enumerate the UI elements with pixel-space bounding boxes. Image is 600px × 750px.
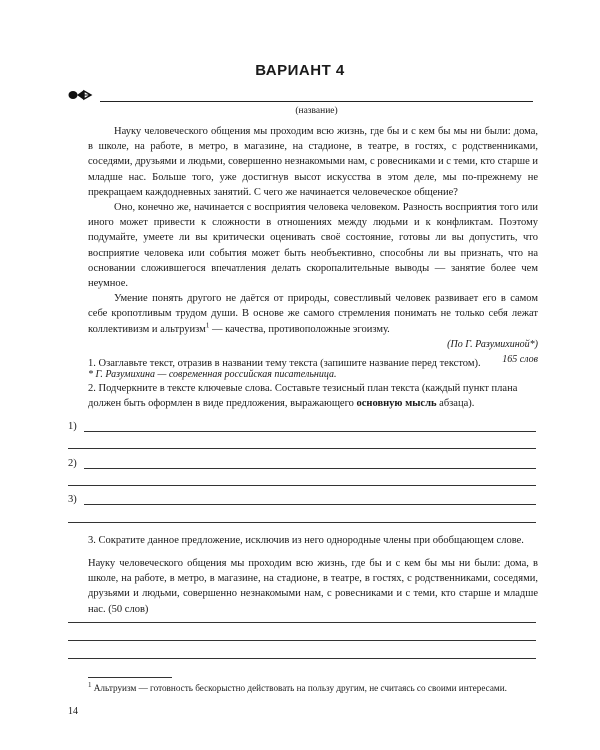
main-text (88, 124, 538, 382)
task-2-end: абзаца). (436, 398, 475, 410)
title-answer-line[interactable] (100, 101, 533, 102)
task-2 (88, 381, 538, 411)
variant-title: ВАРИАНТ 4 (255, 62, 345, 79)
plan-line-1b[interactable] (68, 448, 536, 449)
paragraph-3 (88, 291, 538, 337)
pen-icon (68, 88, 94, 102)
task-1: 1. Озаглавьте текст, отразив в названии тему текста (запишите название перед текстом). (88, 358, 481, 369)
title-caption: (название) (295, 106, 338, 116)
plan-label-3: 3) (68, 494, 77, 505)
answer-line-3[interactable] (68, 658, 536, 659)
footnote-number: 1 (88, 680, 92, 689)
task-3: 3. Сократите данное предложение, исключив из него однородные члены при обобщающем слове. (88, 535, 524, 546)
footnote (88, 682, 538, 695)
footnote-rule (88, 677, 172, 678)
paragraph-3-end: — качества, противоположные эгоизму. (209, 323, 390, 335)
plan-line-2b[interactable] (68, 485, 536, 486)
footnote-text: Альтруизм — готовность бескорыстно действовать на пользу другим, не считаясь со своими интересами. (91, 683, 507, 693)
plan-line-3b[interactable] (68, 522, 536, 523)
answer-line-2[interactable] (68, 640, 536, 641)
task-2-text: 2. Подчеркните в тексте ключевые слова. Составьте тезисный план текста (каждый пункт плана должен быть оформлен в виде предложения, выражающего (88, 383, 518, 410)
author-note: * Г. Разумихина — современная российская писательница. (88, 369, 337, 381)
paragraph-1: Науку человеческого общения мы проходим всю жизнь, где бы и с кем бы мы ни были: дома, в школе, на работе, в метро, в магазине, на стадионе, в театре, в гостях, с родственниками, соседями, друзьями и людьми, совершенно незнакомыми нам, с ровесниками и с теми, кто старше и младше нас. Больше того, уже достигнув высот искусства в этом деле, мы по-прежнему не прекращаем каждодневных занятий. С чего же начинается человеческое общение? (88, 126, 538, 198)
paragraph-3-start: Умение понять другого не даётся от природы, совестливый человек развивает его в самом себе кропотливым трудом души. В основе же самого стремления понимать не только себя лежат коллективизм и альтруизм (88, 293, 538, 335)
paragraph-2: Оно, конечно же, начинается с восприятия человека человеком. Разность восприятия того или иного может привести к сложности в отношениях между людьми и к конфликтам. Поэтому подумайте, умеете ли вы критически оценивать своё состояние, готовы ли вы допустить, что восприятие человека или события может быть необъективно, способны ли вы признать, что на основании сложившегося впечатления делать скоропалительные выводы — занятие более чем неумное. (88, 202, 538, 290)
text-source: (По Г. Разумихиной*) (447, 338, 538, 350)
plan-line-1[interactable] (84, 431, 536, 432)
task-2-bold: основную мысль (356, 398, 437, 410)
page-number: 14 (68, 706, 78, 717)
task-3-sentence: Науку человеческого общения мы проходим всю жизнь, где бы и с кем бы мы ни были: дома, в школе, на работе, в метро, в магазине, на стадионе, в театре, в гостях, с родственниками, соседями, друзьями и людьми, совершенно незнакомыми нам, с ровесниками и с теми, кто старше и младше нас. (50 слов) (88, 558, 538, 615)
footnote-mark: 1 (205, 321, 210, 330)
word-count: 165 слов (502, 354, 538, 366)
plan-label-1: 1) (68, 421, 77, 432)
answer-line-1[interactable] (68, 622, 536, 623)
plan-line-3[interactable] (84, 504, 536, 505)
plan-line-2[interactable] (84, 468, 536, 469)
plan-label-2: 2) (68, 458, 77, 469)
